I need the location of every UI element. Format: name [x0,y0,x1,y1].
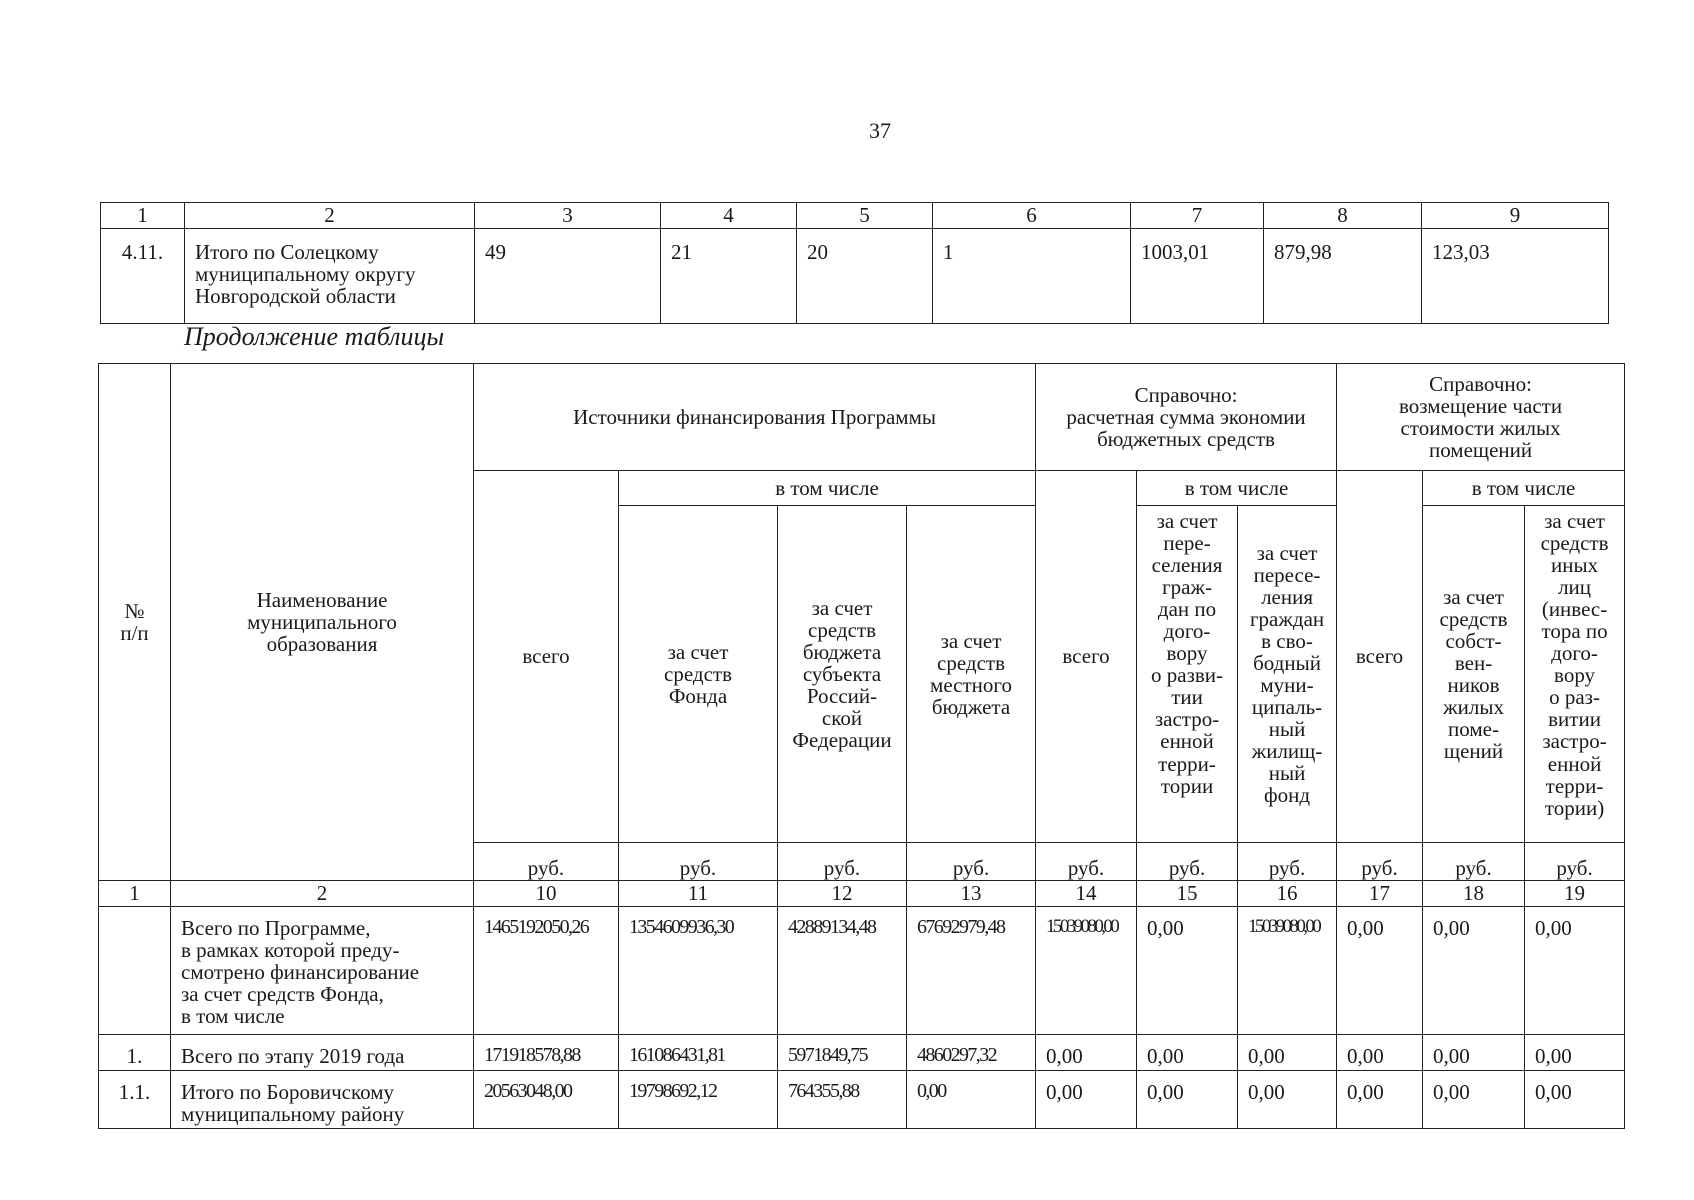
cell-value: 19798692,12 [619,1071,778,1129]
cell-value: 20563048,00 [474,1071,619,1129]
header-text: бюджета [931,695,1011,720]
header-text: щений [1443,739,1504,764]
header-text: за счет [1443,584,1504,609]
header-resettlement-free [1238,506,1337,843]
name-line: Итого по Солецкому [195,240,379,264]
header-text: № [124,598,145,623]
column-index: 1 [99,881,171,907]
top-col-number: 3 [475,203,661,229]
header-text: пере- [1163,531,1211,556]
top-col-number: 6 [933,203,1131,229]
cell-value: 0,00 [1423,1071,1525,1129]
header-text: стоимости жилых [1400,416,1561,440]
header-economy-total: всего [1036,471,1137,843]
cell-value: 67692979,48 [907,907,1036,1035]
header-text: застро- [1154,707,1220,732]
header-compensation-total: всего [1337,471,1423,843]
row-name [171,1071,474,1129]
name-line: Всего по Программе, [181,916,371,940]
header-text: селения [1151,553,1223,578]
header-text: ципаль- [1251,695,1323,720]
header-text: за счет [1156,509,1218,533]
header-economy [1036,364,1337,471]
cell-value: 0,00 [1036,1071,1137,1129]
header-text: фонд [1264,783,1311,808]
top-table [100,202,1609,324]
cell-value: 49 [475,229,661,324]
header-text: образования [266,632,378,657]
cell-value: 0,00 [1137,907,1238,1035]
header-text: бюджетных средств [1097,427,1275,452]
top-col-number: 4 [661,203,797,229]
cell-value: 161086431,81 [619,1035,778,1071]
header-text: Справочно: [1134,382,1238,407]
top-col-number: 1 [101,203,185,229]
cell-value: 42889134,48 [778,907,907,1035]
header-row-1 [99,364,1625,471]
header-text: витии [1548,707,1601,732]
header-text: Россий- [806,684,878,709]
header-others [1525,506,1625,843]
header-text: в сво- [1261,628,1313,653]
header-text: ников [1447,673,1500,697]
header-name [171,364,474,881]
header-text: тории) [1544,795,1605,820]
header-text: тора по [1541,619,1608,644]
column-index: 14 [1036,881,1137,907]
header-text: граж- [1162,575,1212,600]
header-text: жилищ- [1251,739,1323,764]
column-index: 10 [474,881,619,907]
cell-value: 15039080,00 [1238,907,1337,1035]
row-name [185,229,475,324]
column-index: 19 [1525,881,1625,907]
header-owners [1423,506,1525,843]
name-line: смотрено финансирование [181,960,420,985]
header-text: за счет [667,639,729,664]
column-index: 13 [907,881,1036,907]
name-line: за счет средств Фонда, [181,982,384,1007]
header-economy-including: в том числе [1137,471,1337,506]
header-text: дан по [1157,597,1217,622]
cell-value: 4860297,32 [907,1035,1036,1071]
unit-label: руб. [778,843,907,881]
cell-value: 1465192050,26 [474,907,619,1035]
header-text: Наименование [256,587,388,612]
top-col-number: 7 [1131,203,1264,229]
header-sources-total: всего [474,471,619,843]
cell-value: 1003,01 [1131,229,1264,324]
header-text: лиц [1558,575,1592,600]
cell-value: 0,00 [907,1071,1036,1129]
unit-label: руб. [1525,843,1625,881]
cell-value: 20 [797,229,933,324]
table-row [101,229,1609,324]
header-sources-including: в том числе [619,471,1036,506]
header-text: вору [1554,663,1596,688]
unit-label: руб. [907,843,1036,881]
table-caption: Продолжение таблицы [184,322,445,351]
header-text: за счет [811,595,873,620]
cell-value: 0,00 [1337,1035,1423,1071]
row-number: 1.1. [99,1071,171,1129]
top-col-number: 2 [185,203,475,229]
name-line: Новгородской области [195,284,396,309]
header-text: возмещение части [1399,393,1563,418]
row-name [171,1035,474,1071]
header-subject-budget [778,506,907,843]
cell-value: 0,00 [1337,907,1423,1035]
unit-label: руб. [1036,843,1137,881]
header-sources: Источники финансирования Программы [474,364,1036,471]
header-local-budget [907,506,1036,843]
header-text: ный [1268,717,1306,742]
top-col-number: 5 [797,203,933,229]
unit-label: руб. [1137,843,1238,881]
header-text: (инвес- [1541,597,1608,622]
header-text: средств [1439,606,1508,631]
header-text: местного [930,673,1012,697]
header-text: п/п [120,621,149,645]
header-text: средств [1540,531,1609,556]
name-line: муниципальному округу [195,262,416,287]
header-text: Справочно: [1429,371,1533,396]
row-number: 4.11. [101,229,185,324]
name-line: Всего по этапу 2019 года [181,1044,405,1068]
header-num [99,364,171,881]
cell-value: 5971849,75 [778,1035,907,1071]
header-text: субъекта [802,661,882,686]
header-text: пересе- [1253,562,1321,587]
header-fund [619,506,778,843]
name-line: муниципальному району [181,1102,405,1127]
table-row [99,1071,1625,1129]
header-text: тории [1160,773,1214,798]
cell-value: 15039080,00 [1036,907,1137,1035]
cell-value: 0,00 [1238,1071,1337,1129]
header-text: жилых [1443,695,1504,720]
header-text: средств [808,617,876,642]
header-text: средств [664,661,732,686]
column-index-row [99,881,1625,907]
row-name [171,907,474,1035]
cell-value: 1 [933,229,1131,324]
unit-label: руб. [1423,843,1525,881]
header-compensation [1337,364,1625,471]
cell-value: 0,00 [1423,907,1525,1035]
table-row [99,1035,1625,1071]
header-text: застро- [1542,729,1607,754]
header-text: помещений [1428,438,1533,463]
header-text: бодный [1253,650,1321,675]
header-text: терри- [1545,773,1604,798]
header-resettlement-development [1137,506,1238,843]
cell-value: 21 [661,229,797,324]
cell-value: 0,00 [1337,1071,1423,1129]
top-col-number: 9 [1422,203,1609,229]
header-text: вен- [1454,650,1493,675]
name-line: в том числе [181,1004,285,1029]
cell-value: 0,00 [1036,1035,1137,1071]
header-text: за счет [940,628,1002,653]
header-text: расчетная сумма экономии [1066,404,1306,429]
column-index: 15 [1137,881,1238,907]
header-text: Фонда [668,684,728,709]
header-compensation-including: в том числе [1423,471,1625,506]
unit-label: руб. [1337,843,1423,881]
header-text: енной [1160,729,1214,754]
top-col-number: 8 [1264,203,1422,229]
header-text: муни- [1260,673,1314,697]
table-row [99,907,1625,1035]
page-number: 37 [869,118,891,143]
cell-value: 171918578,88 [474,1035,619,1071]
header-text: граждан [1249,606,1325,631]
unit-label: руб. [1238,843,1337,881]
header-text: о раз- [1549,685,1600,710]
cell-value: 0,00 [1423,1035,1525,1071]
cell-value: 879,98 [1264,229,1422,324]
header-text: Федерации [792,728,892,753]
header-text: за счет [1256,540,1318,565]
cell-value: 0,00 [1525,907,1625,1035]
cell-value: 0,00 [1137,1035,1238,1071]
unit-label: руб. [619,843,778,881]
column-index: 11 [619,881,778,907]
header-text: терри- [1158,751,1216,776]
header-text: дого- [1551,641,1598,666]
cell-value: 0,00 [1525,1035,1625,1071]
header-text: о разви- [1151,663,1224,688]
cell-value: 0,00 [1525,1071,1625,1129]
header-text: иных [1551,553,1599,578]
cell-value: 1354609936,30 [619,907,778,1035]
header-text: средств [937,650,1005,675]
cell-value: 0,00 [1238,1035,1337,1071]
header-text: тии [1171,685,1203,710]
unit-label: руб. [474,843,619,881]
header-text: ления [1261,584,1313,609]
header-text: собст- [1445,628,1502,653]
name-line: Итого по Боровичскому [181,1080,395,1104]
name-line: в рамках которой преду- [181,938,400,963]
column-index: 18 [1423,881,1525,907]
header-text: вору [1166,641,1208,666]
header-text: дого- [1163,619,1211,644]
header-text: енной [1547,751,1602,776]
header-text: ской [821,706,863,731]
column-index: 2 [171,881,474,907]
column-index: 17 [1337,881,1423,907]
cell-value: 764355,88 [778,1071,907,1129]
column-index: 16 [1238,881,1337,907]
header-text: поме- [1448,717,1499,742]
header-text: муниципального [247,609,397,634]
cell-value: 123,03 [1422,229,1609,324]
header-text: бюджета [802,639,882,664]
row-number [99,907,171,1035]
top-table-header-row [101,203,1609,229]
header-text: ный [1268,761,1306,786]
cell-value: 0,00 [1137,1071,1238,1129]
row-number: 1. [99,1035,171,1071]
main-table [98,363,1625,1129]
header-text: за счет [1544,509,1605,533]
column-index: 12 [778,881,907,907]
